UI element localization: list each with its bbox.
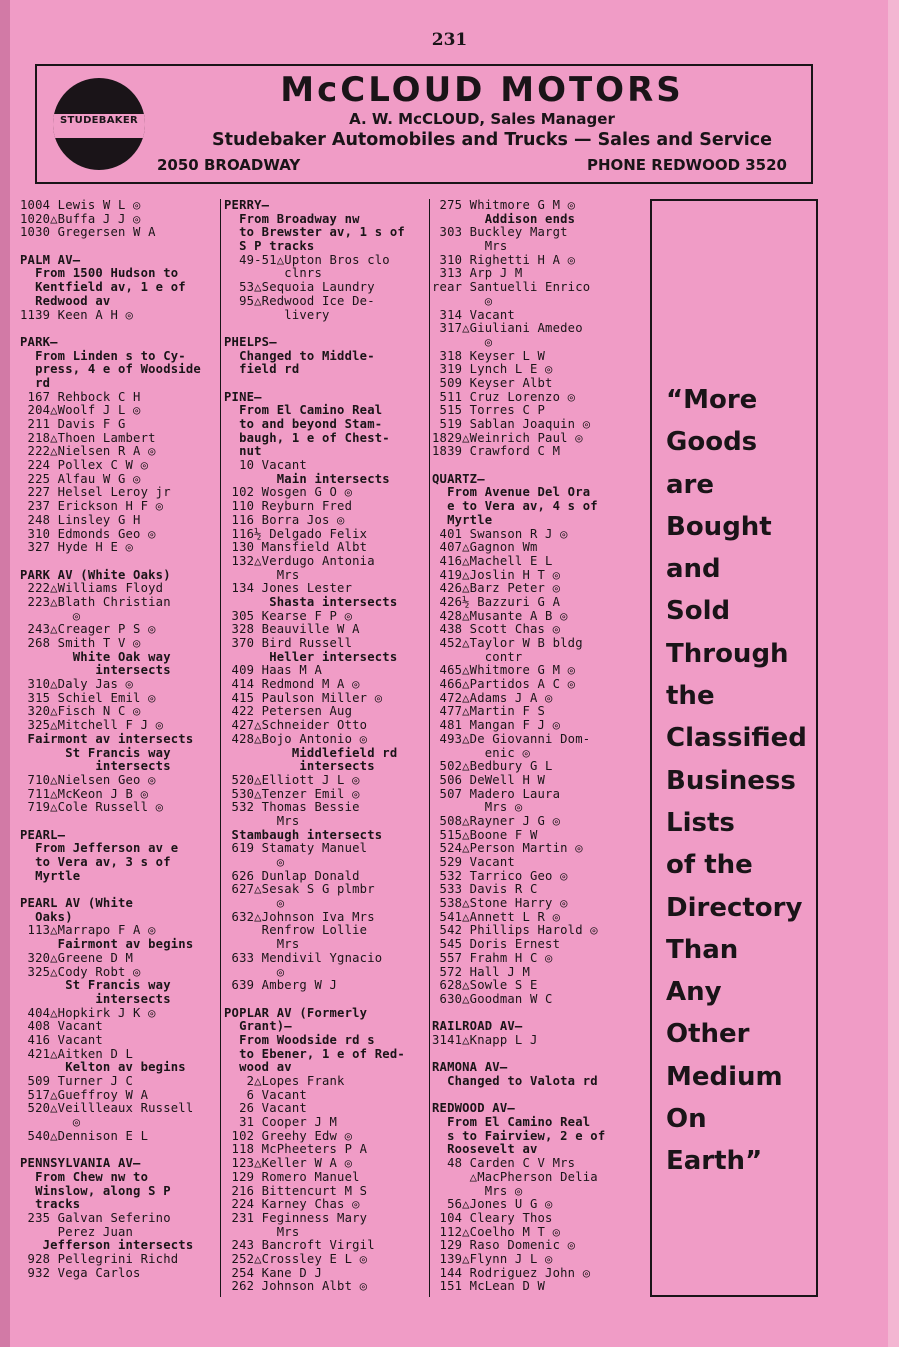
directory-entry: 227 Helsel Leroy jr — [20, 485, 171, 500]
directory-entry: 49-51△Upton Bros clo — [224, 252, 390, 267]
directory-entry: 268 Smith T V ◎ — [20, 636, 141, 650]
directory-entry: 318 Keyser L W — [432, 348, 546, 363]
directory-entry: ◎ — [432, 293, 493, 308]
promo-line: Any — [666, 977, 722, 1008]
directory-entry: 407△Gagnon Wm — [432, 540, 538, 555]
directory-entry — [432, 1048, 642, 1062]
street-heading-line: From Broadway nw — [224, 211, 360, 226]
promo-line: Than — [666, 934, 739, 965]
directory-entry: 224 Karney Chas ◎ — [224, 1197, 360, 1212]
directory-entry: Renfrow Lollie — [224, 923, 368, 938]
directory-entry: Mrs — [224, 937, 300, 952]
directory-entry: △MacPherson Delia — [432, 1169, 598, 1184]
directory-entry: 204△Woolf J L ◎ — [20, 403, 141, 418]
directory-entry: 132△Verdugo Antonia — [224, 553, 375, 568]
promo-line: Earth” — [666, 1146, 763, 1177]
directory-entry: 116½ Delgado Felix — [224, 526, 368, 541]
ad-title: McCLOUD MOTORS — [280, 70, 684, 110]
street-heading-line: Myrtle — [432, 512, 493, 527]
street-heading-line: PEARL— — [20, 827, 66, 842]
directory-entry: 216 Bittencurt M S — [224, 1183, 368, 1198]
street-heading-line: to and beyond Stam- — [224, 417, 383, 431]
page-left-edge — [0, 0, 10, 1347]
promo-line: and — [666, 554, 721, 585]
street-heading-line: Winslow, along S P — [20, 1183, 171, 1198]
street-heading-line: e to Vera av, 4 s of — [432, 499, 598, 514]
promo-line: Classified — [666, 723, 807, 754]
promo-line: Bought — [666, 511, 772, 542]
directory-entry: 118 McPheeters P A — [224, 1142, 368, 1157]
street-heading-line: baugh, 1 e of Chest- — [224, 430, 390, 445]
directory-entry: 452△Taylor W B bldg — [432, 636, 583, 650]
promo-line: the — [666, 681, 715, 712]
directory-entry: 1020△Buffa J J ◎ — [20, 211, 141, 226]
promo-line: are — [666, 469, 715, 500]
directory-entry: ◎ — [224, 855, 285, 869]
directory-entry: 222△Nielsen R A ◎ — [20, 444, 156, 459]
directory-entry: 113△Marrapo F A ◎ — [20, 923, 156, 938]
directory-entry: 426½ Bazzuri G A — [432, 594, 561, 609]
directory-entry: 317△Giuliani Amedeo — [432, 321, 583, 336]
directory-entry: 509 Turner J C — [20, 1074, 134, 1088]
promo-line: of the — [666, 850, 753, 881]
street-heading-line: From El Camino Real — [432, 1115, 591, 1130]
directory-entry: Mrs ◎ — [432, 800, 523, 815]
directory-entry: 2△Lopes Frank — [224, 1074, 345, 1088]
directory-entry: 218△Thoen Lambert — [20, 430, 156, 445]
promo-line: Other — [666, 1019, 750, 1050]
directory-entry: 438 Scott Chas ◎ — [432, 622, 561, 637]
street-heading-line: Addison ends — [432, 211, 576, 226]
directory-entry: 95△Redwood Ice De- — [224, 293, 375, 308]
directory-entry: 48 Carden C V Mrs — [432, 1156, 576, 1171]
directory-entry: 310△Daly Jas ◎ — [20, 677, 134, 692]
directory-entry: 519 Sablan Joaquin ◎ — [432, 417, 591, 431]
ad-manager: A. W. McCLOUD, Sales Manager — [349, 110, 615, 128]
directory-entry: 428△Bojo Antonio ◎ — [224, 731, 368, 746]
directory-entry: ◎ — [20, 608, 81, 623]
directory-entry: 102 Wosgen G O ◎ — [224, 485, 353, 500]
street-heading-line: PERRY— — [224, 198, 270, 212]
directory-entry: rear Santuelli Enrico — [432, 280, 591, 295]
column-rule — [220, 199, 221, 1297]
street-heading-line: intersects — [224, 759, 375, 774]
directory-entry: 428△Musante A B ◎ — [432, 608, 568, 623]
directory-entry: 305 Kearse F P ◎ — [224, 608, 353, 623]
street-heading-line: PARK AV (White Oaks) — [20, 567, 171, 582]
directory-entry: 315 Schiel Emil ◎ — [20, 690, 156, 705]
street-heading-line: rd — [20, 375, 51, 390]
directory-entry: 310 Edmonds Geo ◎ — [20, 526, 156, 541]
street-heading-line: PEARL AV (White — [20, 896, 134, 911]
directory-entry: 370 Bird Russell — [224, 636, 353, 650]
directory-entry: contr — [432, 649, 523, 664]
street-heading-line: Myrtle — [20, 868, 81, 883]
directory-entry: Perez Juan — [20, 1224, 134, 1239]
directory-entry — [20, 240, 218, 254]
directory-entry: 422 Petersen Aug — [224, 704, 353, 719]
directory-entry: 1030 Gregersen W A — [20, 225, 156, 240]
directory-entry: 538△Stone Harry ◎ — [432, 896, 568, 911]
street-heading-line: QUARTZ— — [432, 471, 485, 486]
street-heading-line: White Oak way — [20, 649, 171, 664]
directory-entry: 529 Vacant — [432, 855, 515, 869]
ad-tagline: Studebaker Automobiles and Trucks — Sales and Service — [212, 130, 772, 150]
directory-entry: 626 Dunlap Donald — [224, 868, 360, 883]
street-heading-line: s to Fairview, 2 e of — [432, 1128, 606, 1143]
ad-phone: PHONE REDWOOD 3520 — [586, 156, 787, 174]
directory-column-3 — [432, 199, 642, 1294]
street-heading-line: Main intersects — [224, 471, 390, 486]
directory-entry: 509 Keyser Albt — [432, 375, 553, 390]
directory-entry: 627△Sesak S G plmbr — [224, 882, 375, 897]
directory-entry: 465△Whitmore G M ◎ — [432, 663, 576, 678]
street-heading-line: Middlefield rd — [224, 745, 398, 760]
street-heading-line: press, 4 e of Woodside — [20, 362, 201, 377]
street-heading-line: Fairmont av intersects — [20, 731, 194, 746]
directory-entry: 328 Beauville W A — [224, 622, 360, 637]
promo-text — [666, 379, 826, 1183]
ad-address: 2050 BROADWAY — [157, 156, 301, 174]
directory-entry: 511 Cruz Lorenzo ◎ — [432, 389, 576, 404]
directory-entry: 427△Schneider Otto — [224, 718, 368, 733]
column-rule — [429, 199, 430, 1297]
street-heading-line: From Chew nw to — [20, 1169, 149, 1184]
directory-entry: 327 Hyde H E ◎ — [20, 540, 134, 555]
street-heading-line: Kentfield av, 1 e of — [20, 280, 186, 295]
directory-entry: 243△Creager P S ◎ — [20, 622, 156, 637]
directory-entry — [224, 322, 430, 336]
directory-entry: 325△Mitchell F J ◎ — [20, 718, 164, 733]
directory-entry: clnrs — [224, 266, 322, 281]
directory-entry — [20, 883, 218, 897]
promo-line: Medium — [666, 1061, 783, 1092]
street-heading-line: nut — [224, 444, 262, 459]
page-number: 231 — [431, 30, 468, 50]
directory-entry: 235 Galvan Seferino — [20, 1210, 171, 1225]
directory-entry: livery — [224, 307, 330, 322]
street-heading-line: POPLAR AV (Formerly — [224, 1005, 368, 1020]
directory-entry: 10 Vacant — [224, 458, 307, 473]
directory-entry — [20, 555, 218, 569]
directory-entry: Mrs — [432, 239, 508, 254]
directory-entry: 6 Vacant — [224, 1087, 307, 1102]
street-heading-line: to Vera av, 3 s of — [20, 855, 171, 869]
directory-entry: 628△Sowle S E — [432, 978, 538, 993]
directory-entry: 502△Bedbury G L — [432, 759, 553, 774]
directory-entry: 506 DeWell H W — [432, 772, 546, 787]
directory-entry: 472△Adams J A ◎ — [432, 690, 553, 705]
directory-entry: 3141△Knapp L J — [432, 1032, 538, 1047]
directory-entry: 237 Erickson H F ◎ — [20, 499, 164, 514]
directory-entry: 104 Cleary Thos — [432, 1210, 553, 1225]
directory-entry: 223△Blath Christian — [20, 594, 171, 609]
directory-entry — [432, 459, 642, 473]
page-right-edge — [888, 0, 899, 1347]
directory-entry: 254 Kane D J — [224, 1265, 322, 1280]
directory-entry: 408 Vacant — [20, 1019, 103, 1034]
street-heading-line: S P tracks — [224, 239, 315, 254]
street-heading-line: From Jefferson av e — [20, 841, 179, 856]
studebaker-logo — [53, 78, 145, 170]
directory-entry: 1829△Weinrich Paul ◎ — [432, 430, 583, 445]
street-heading-line: From Linden s to Cy- — [20, 348, 186, 363]
street-heading-line: PARK— — [20, 334, 58, 349]
directory-entry — [432, 1089, 642, 1103]
directory-entry — [20, 322, 218, 336]
directory-entry: 541△Annett L R ◎ — [432, 909, 561, 924]
directory-entry: 53△Sequoia Laundry — [224, 280, 375, 295]
directory-entry: 224 Pollex C W ◎ — [20, 458, 149, 473]
directory-entry — [224, 377, 430, 391]
directory-entry — [20, 815, 218, 829]
directory-entry: 515 Torres C P — [432, 403, 546, 418]
directory-entry: 1839 Crawford C M — [432, 444, 561, 459]
street-heading-line: Kelton av begins — [20, 1060, 186, 1075]
street-heading-line: Changed to Valota rd — [432, 1074, 598, 1088]
directory-entry: 416△Machell E L — [432, 553, 553, 568]
directory-entry: 31 Cooper J M — [224, 1115, 338, 1130]
directory-entry: 508△Rayner J G ◎ — [432, 813, 561, 828]
directory-entry: 520△Elliott J L ◎ — [224, 772, 360, 787]
directory-entry: 129 Romero Manuel — [224, 1169, 360, 1184]
directory-entry: 414 Redmond M A ◎ — [224, 677, 360, 692]
directory-column-1 — [20, 199, 218, 1280]
directory-entry: 303 Buckley Margt — [432, 225, 568, 240]
directory-entry: 719△Cole Russell ◎ — [20, 800, 164, 815]
directory-entry: 477△Martin F S — [432, 704, 546, 719]
directory-entry: 481 Mangan F J ◎ — [432, 718, 561, 733]
directory-entry: 540△Dennison E L — [20, 1128, 149, 1143]
street-heading-line: intersects — [20, 991, 171, 1006]
directory-entry: 275 Whitmore G M ◎ — [432, 198, 576, 212]
street-heading-line: Jefferson intersects — [20, 1238, 194, 1253]
directory-entry: 320△Fisch N C ◎ — [20, 704, 141, 719]
promo-line: Through — [666, 638, 789, 669]
street-heading-line: From Woodside rd s — [224, 1032, 375, 1047]
directory-entry: 532 Thomas Bessie — [224, 800, 360, 815]
directory-entry: 110 Reyburn Fred — [224, 499, 353, 514]
directory-entry: 139△Flynn J L ◎ — [432, 1251, 553, 1266]
directory-entry: 320△Greene D M — [20, 950, 134, 965]
street-heading-line: Oaks) — [20, 909, 73, 924]
street-heading-line: REDWOOD AV— — [432, 1101, 515, 1116]
directory-entry: 310 Righetti H A ◎ — [432, 252, 576, 267]
street-heading-line: From Avenue Del Ora — [432, 485, 591, 500]
directory-entry: 401 Swanson R J ◎ — [432, 526, 568, 541]
street-heading-line: From El Camino Real — [224, 403, 383, 418]
street-heading-line: to Ebener, 1 e of Red- — [224, 1046, 405, 1061]
promo-line: Goods — [666, 427, 758, 458]
street-heading-line: PENNSYLVANIA AV— — [20, 1156, 141, 1171]
promo-line: Lists — [666, 807, 735, 838]
directory-entry: 211 Davis F G — [20, 417, 126, 431]
directory-entry: 416 Vacant — [20, 1032, 103, 1047]
promo-line: Sold — [666, 596, 731, 627]
directory-entry: 404△Hopkirk J K ◎ — [20, 1005, 156, 1020]
directory-entry: 710△Nielsen Geo ◎ — [20, 772, 156, 787]
directory-entry: 632△Johnson Iva Mrs — [224, 909, 375, 924]
street-heading-line: Roosevelt av — [432, 1142, 538, 1157]
directory-entry: 252△Crossley E L ◎ — [224, 1251, 368, 1266]
advertisement-banner — [35, 64, 813, 184]
directory-entry: 26 Vacant — [224, 1101, 307, 1116]
street-heading-line: Heller intersects — [224, 649, 398, 664]
logo-text: STUDEBAKER — [60, 115, 138, 126]
directory-entry: 639 Amberg W J — [224, 978, 338, 993]
directory-entry: 630△Goodman W C — [432, 991, 553, 1006]
directory-entry: enic ◎ — [432, 745, 530, 760]
directory-entry: ◎ — [20, 1115, 81, 1130]
street-heading-line: St Francis way — [20, 745, 171, 760]
directory-entry: 557 Frahm H C ◎ — [432, 950, 553, 965]
street-heading-line: Stambaugh intersects — [224, 827, 383, 842]
promo-line: “More — [666, 385, 758, 415]
street-heading-line: Grant)— — [224, 1019, 292, 1034]
directory-entry: ◎ — [224, 896, 285, 911]
directory-entry: 507 Madero Laura — [432, 786, 561, 801]
directory-entry: 542 Phillips Harold ◎ — [432, 923, 598, 938]
directory-entry: 102 Greehy Edw ◎ — [224, 1128, 353, 1143]
directory-entry: 1139 Keen A H ◎ — [20, 307, 134, 322]
directory-entry: 520△Veillleaux Russell — [20, 1101, 194, 1116]
directory-entry: 313 Arp J M — [432, 266, 523, 281]
directory-entry: ◎ — [224, 964, 285, 979]
street-heading-line: tracks — [20, 1197, 81, 1212]
directory-entry: 314 Vacant — [432, 307, 515, 322]
promo-box — [650, 199, 818, 1297]
promo-line: Business — [666, 765, 796, 796]
directory-entry: Mrs — [224, 567, 300, 582]
directory-column-2 — [224, 199, 430, 1294]
directory-entry: 619 Stamaty Manuel — [224, 841, 368, 856]
street-heading-line: intersects — [20, 663, 171, 678]
directory-entry: 932 Vega Carlos — [20, 1265, 141, 1280]
street-heading-line: St Francis way — [20, 978, 171, 993]
directory-entry — [224, 993, 430, 1007]
directory-entry: Mrs — [224, 1224, 300, 1239]
directory-entry: 144 Rodriguez John ◎ — [432, 1265, 591, 1280]
directory-entry: Mrs ◎ — [432, 1183, 523, 1198]
directory-entry: 545 Doris Ernest — [432, 937, 561, 952]
street-heading-line: wood av — [224, 1060, 292, 1075]
street-heading-line: Shasta intersects — [224, 594, 398, 609]
directory-entry: 248 Linsley G H — [20, 512, 141, 527]
directory-entry: 151 McLean D W — [432, 1279, 546, 1294]
directory-entry: 112△Coelho M T ◎ — [432, 1224, 561, 1239]
street-heading-line: Changed to Middle- — [224, 348, 375, 363]
directory-entry: 123△Keller W A ◎ — [224, 1156, 353, 1171]
street-heading-line: to Brewster av, 1 s of — [224, 225, 405, 240]
directory-entry — [20, 1143, 218, 1157]
directory-entry: 243 Bancroft Virgil — [224, 1238, 375, 1253]
directory-entry: 711△McKeon J B ◎ — [20, 786, 149, 801]
directory-entry: 134 Jones Lester — [224, 581, 353, 596]
street-heading-line: RAMONA AV— — [432, 1060, 508, 1075]
street-heading-line: From 1500 Hudson to — [20, 266, 179, 281]
directory-entry: 56△Jones U G ◎ — [432, 1197, 553, 1212]
directory-entry: 515△Boone F W — [432, 827, 538, 842]
directory-entry: 129 Raso Domenic ◎ — [432, 1238, 576, 1253]
street-heading-line: Redwood av — [20, 293, 111, 308]
directory-entry: 426△Barz Peter ◎ — [432, 581, 561, 596]
directory-entry — [432, 1007, 642, 1021]
directory-entry: 231 Feginness Mary — [224, 1210, 368, 1225]
directory-entry: 319 Lynch L E ◎ — [432, 362, 553, 377]
directory-entry: 325△Cody Robt ◎ — [20, 964, 141, 979]
directory-entry: 419△Joslin H T ◎ — [432, 567, 561, 582]
directory-entry: Mrs — [224, 813, 300, 828]
street-heading-line: Fairmont av begins — [20, 937, 194, 952]
directory-entry: 530△Tenzer Emil ◎ — [224, 786, 360, 801]
directory-entry: 167 Rehbock C H — [20, 389, 141, 404]
street-heading-line: intersects — [20, 759, 171, 774]
directory-entry: 532 Tarrico Geo ◎ — [432, 868, 568, 883]
street-heading-line: PALM AV— — [20, 252, 81, 267]
directory-entry: 493△De Giovanni Dom- — [432, 731, 591, 746]
directory-entry: 415 Paulson Miller ◎ — [224, 690, 383, 705]
directory-entry: 517△Gueffroy W A — [20, 1087, 149, 1102]
street-heading-line: PHELPS— — [224, 334, 277, 349]
directory-entry: 262 Johnson Albt ◎ — [224, 1279, 368, 1294]
directory-entry: 524△Person Martin ◎ — [432, 841, 583, 856]
directory-entry: 572 Hall J M — [432, 964, 530, 979]
directory-entry: 1004 Lewis W L ◎ — [20, 198, 141, 212]
promo-line: On — [666, 1104, 707, 1135]
promo-line: Directory — [666, 892, 803, 923]
street-heading-line: RAILROAD AV— — [432, 1019, 523, 1034]
directory-entry: ◎ — [432, 334, 493, 349]
street-heading-line: PINE— — [224, 389, 262, 404]
street-heading-line: field rd — [224, 362, 300, 377]
directory-entry: 409 Haas M A — [224, 663, 322, 678]
directory-entry: 116 Borra Jos ◎ — [224, 512, 345, 527]
directory-entry: 928 Pellegrini Richd — [20, 1251, 179, 1266]
directory-entry: 225 Alfau W G ◎ — [20, 471, 141, 486]
directory-entry: 533 Davis R C — [432, 882, 538, 897]
directory-entry: 421△Aitken D L — [20, 1046, 134, 1061]
directory-entry: 130 Mansfield Albt — [224, 540, 368, 555]
directory-entry: 222△Williams Floyd — [20, 581, 164, 596]
directory-entry: 633 Mendivil Ygnacio — [224, 950, 383, 965]
directory-entry: 466△Partidos A C ◎ — [432, 677, 576, 692]
